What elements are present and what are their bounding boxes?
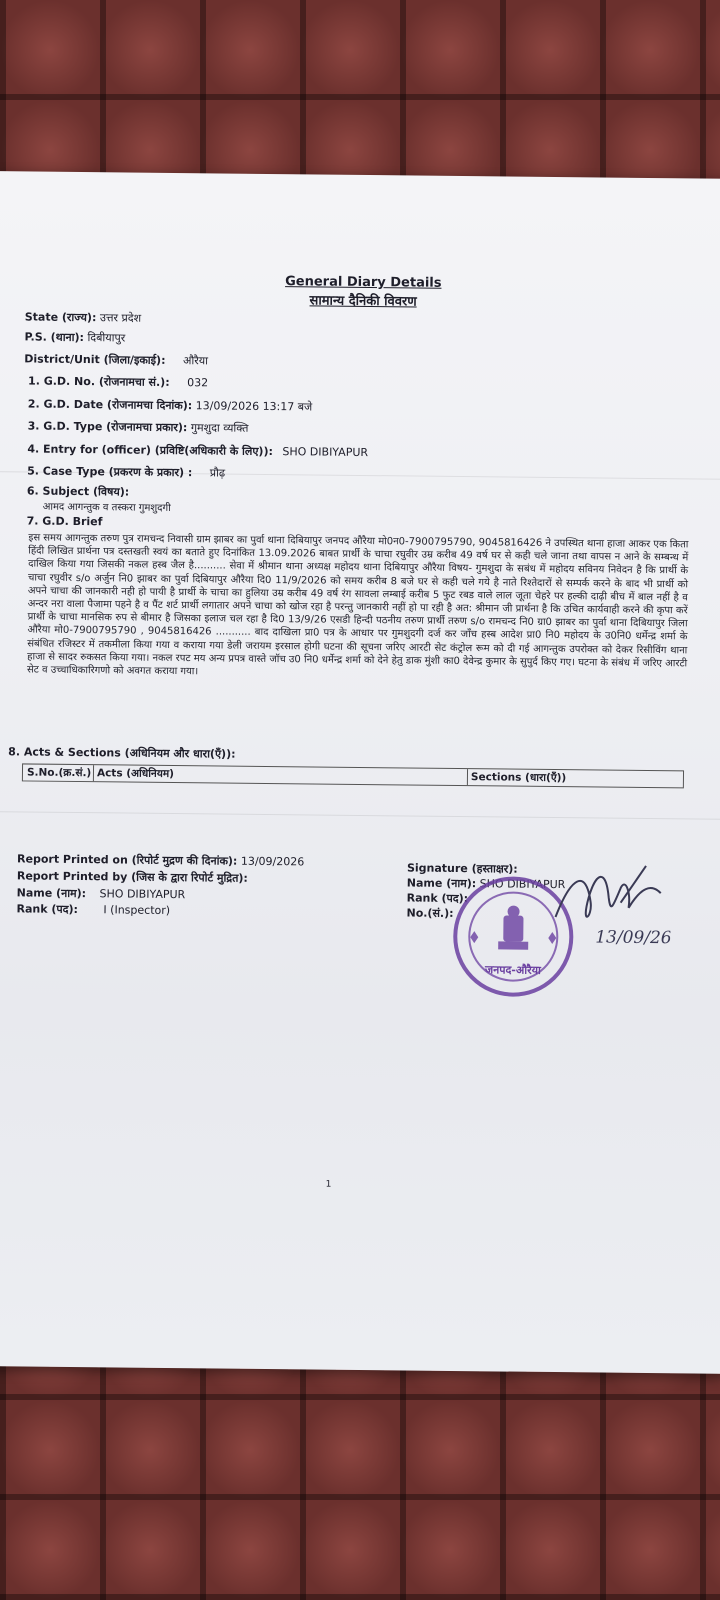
case-type-value: प्रौढ़ <box>209 466 226 480</box>
signer-no-label: No.(सं.): <box>406 906 454 920</box>
handwritten-signature-icon <box>550 857 671 952</box>
acts-sections-table <box>22 763 684 788</box>
district-value: औरैया <box>182 354 209 368</box>
printer-name-row <box>17 885 186 902</box>
signer-no-row <box>406 905 453 920</box>
acts-label-row <box>8 744 236 761</box>
district-label: District/Unit (जिला/इकाई): <box>24 352 166 367</box>
gd-type-value: गुमशुदा व्यक्ति <box>190 421 249 435</box>
printed-on-value: 13/09/2026 <box>240 854 305 869</box>
signature-label: Signature (हस्ताक्षर): <box>406 861 518 876</box>
entry-label: 4. Entry for (officer) (प्रविष्टि(अधिकारी के लिए)): <box>27 442 274 459</box>
col-sections-header: Sections (धारा(एँ)) <box>470 771 567 785</box>
case-type-label: 5. Case Type (प्रकरण के प्रकार) : <box>27 464 193 480</box>
handwritten-date: 13/09/26 <box>595 927 672 949</box>
entry-value: SHO DIBIYAPUR <box>282 445 369 460</box>
entry-row <box>27 441 368 460</box>
state-value: उत्तर प्रदेश <box>99 311 142 325</box>
printed-by-label: Report Printed by (जिस के द्वारा रिपोर्ट मुद्रित): <box>16 869 248 885</box>
printed-on-row <box>17 851 304 869</box>
subject-label: 6. Subject (विषय): <box>26 484 130 499</box>
signer-name-label: Name (नाम): <box>406 876 477 891</box>
gd-type-label: 3. G.D. Type (रोजनामचा प्रकार): <box>27 419 188 435</box>
col-acts-header: Acts (अधिनियम) <box>96 767 175 781</box>
gd-brief-text: इस समय आगन्तुक तरुण पुत्र रामचन्द निवासी ग्राम झाबर का पुर्वा थाना दिबियापुर जनपद औरैया मो0न0-7900795790, 9045816426 ने उपस्थित थाना हाजा आकर एक किता हिंदी लिखित प्रार्थना पत्र दस्तखती स्वयं का बताते हुए दिनांकित 13.09.2026 बाबत प्रार्थी के चाचा रघुवीर उम्र करीब 49 वर्ष घर से कही चले जाना तथा वापस न आने के सम्बन्ध में दाखिल किया गया जिसकी नकल हस्ब जैल है.......... सेवा में श्रीमान थाना अध्यक्ष महोदय थाना दिबियापुर औरैया विषय- गुमशुदा के सबंध में महोदय सविनय निवेदन है कि प्रार्थी के चाचा रघुवीर s/o अर्जुन नि0 झाबर का पुर्वा दिबियापुर औरैया दि0 11/9/2026 को समय करीब 8 बजे घर से कही चले गये है नाते रिश्तेदारों से सम्पर्क करने के बाद भी प्रार्थी को अपने चाचा की जानकारी नही हो पायी है प्रार्थी के चाचा का हुलिया उम्र करीब 49 वर्ष रंग सावला लम्बाई करीब 5 फुट रबड वाले लाल जूता चेहरे पर हल्की दाढ़ी बीच में बाल नहीं है व अन्दर नरा वाला पैजामा पहने है व पैंट शर्ट प्रार्थी लगातार अपने चाचा को खोज रहा है परन्तु जानकारी नहीं हो पा रही है अत: श्रीमान जी प्रार्थना है कि उचित कार्यवाही करने की कृपा करें प्रार्थी के चाचा मानसिक रुप से बीमार है जिसका इलाज चल रहा है दि0 13/9/26 एसडी हिन्दी पठनीय तरुण प्रार्थी तरुण s/o रामचन्द नि0 ग्रा0 झाबर का पुर्वा थाना दिबियापुर जिला औरैया मो0-7900795790 , 9045816426 ........... बाद दाखिला प्रा0 पत्र के आधार पर गुमशुदगी दर्ज कर जाँच हस्ब आदेश प्रा0 नि0 महोदय के उ0नि0 धर्मेन्द्र शर्मा के संबंधित रजिस्टर में तकमीला किया गया व कराया गया डेली जरायम इरसाल होगी घटना की सूचना जरिए आरटी सेट कंट्रोल रूम को दी गई आगन्तुक उपरोक्त को देकर रिसीविंग थाना हाजा से सादर रुकसत किया गया। नकल रपट मय अन्य प्रपत्र वास्ते जॉच उ0 नि0 धर्मेन्द्र शर्मा को देने हेतु डाक मुंशी का0 देवेन्द्र कुमार के सुपुर्द किए गए। घटना के संबंध में जरिए आरटी सेट व उच्चाधिकारिगणो को अवगत कराया गया। <box>26 532 689 678</box>
title-english: General Diary Details <box>285 274 442 291</box>
gd-no-row <box>28 373 208 390</box>
printer-name-value: SHO DIBIYAPUR <box>99 887 186 902</box>
printer-name-label: Name (नाम): <box>16 886 87 901</box>
gd-date-label: 2. G.D. Date (रोजनामचा दिनांक): <box>27 397 193 413</box>
gd-no-value: 032 <box>187 376 209 390</box>
gd-date-value: 13/09/2026 13:17 बजे <box>195 399 313 414</box>
gd-document <box>0 171 720 1374</box>
brief-label-row <box>27 514 103 528</box>
printer-rank-label: Rank (पद): <box>16 902 79 917</box>
page-number: 1 <box>325 1179 332 1190</box>
ps-label: P.S. (थाना): <box>24 330 85 345</box>
printed-by-row <box>17 868 248 885</box>
state-label: State (राज्य): <box>24 310 97 325</box>
stamp-text: जनपद-औरैया <box>484 963 541 977</box>
ps-row <box>24 329 125 345</box>
title-hindi: सामान्य दैनिकी विवरण <box>309 293 417 310</box>
printer-rank-row <box>16 901 170 918</box>
signer-name-value: SHO DIBIYAPUR <box>479 877 566 892</box>
gd-no-label: 1. G.D. No. (रोजनामचा सं.): <box>28 374 170 389</box>
case-type-row <box>27 463 225 480</box>
brief-label: 7. G.D. Brief <box>26 514 103 529</box>
printer-rank-value: I (Inspector) <box>103 903 171 917</box>
ps-value: दिबीयापुर <box>87 331 126 345</box>
printed-on-label: Report Printed on (रिपोर्ट मुद्रण की दिनांक): <box>17 852 238 868</box>
document-title <box>285 274 442 310</box>
gd-date-row <box>28 396 313 414</box>
signer-rank-label: Rank (पद): <box>406 891 469 906</box>
gd-type-row <box>28 418 249 435</box>
col-sno-header: S.No.(क्र.सं.) <box>26 766 92 780</box>
district-row <box>24 351 208 368</box>
state-row <box>25 309 142 325</box>
subject-label-row <box>27 483 129 499</box>
acts-label: 8. Acts & Sections (अधिनियम और धारा(एँ)): <box>8 745 236 761</box>
subject-value: आमद आगन्तुक व तस्करा गुमशुदगी <box>42 501 171 514</box>
